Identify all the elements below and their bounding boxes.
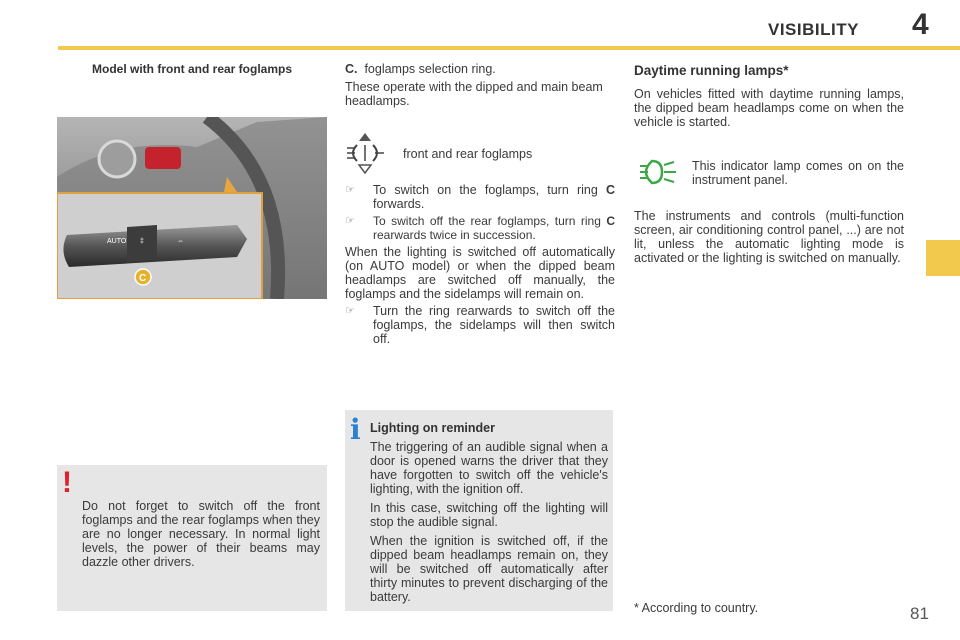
model-heading: Model with front and rear foglamps — [92, 62, 293, 76]
bullet-item — [345, 304, 615, 346]
ring-letter-bold: C — [605, 183, 615, 197]
warning-icon: ! — [62, 466, 72, 499]
warning-text: Do not forget to switch off the front foglamps and the rear foglamps when they are no longer necessary. In normal light levels, the power of their beams may dazzle other drivers. — [82, 499, 320, 569]
chapter-number: 4 — [912, 8, 929, 41]
daytime-running-lamp-icon — [638, 158, 678, 186]
foglamp-icon-label: front and rear foglamps — [403, 147, 533, 161]
info-paragraph-3: When the ignition is switched off, if the dipped beam headlamps remain on, they will be switched off automatically after thirty minutes to prevent discharging of the battery. — [370, 534, 608, 604]
stalk-auto-label: AUTO — [107, 238, 127, 245]
bullet-text: To switch off the rear foglamps, turn ring — [373, 214, 607, 228]
header-rule — [58, 46, 960, 50]
page-number: 81 — [910, 604, 929, 623]
bullet-arrow-icon: ☞ — [345, 305, 355, 317]
auto-paragraph: When the lighting is switched off automatically (on AUTO model) or when the dipped beam headlamps are switched off manually, the foglamps and the sidelamps will remain on. — [345, 245, 615, 301]
instruments-paragraph: The instruments and controls (multi-function screen, air conditioning control panel, ...) are not lit, unless the automatic lighting mode is activated or the lighting is switched on manually. — [634, 209, 904, 265]
indicator-text: This indicator lamp comes on on the instrument panel. — [692, 159, 904, 187]
bullet-text: forwards. — [373, 197, 425, 211]
info-paragraph-1: The triggering of an audible signal when a door is opened warns the driver that they have forgotten to switch off the vehicle's lighting, with the ignition off. — [370, 440, 608, 496]
stalk-illustration — [57, 117, 327, 299]
foglamp-icon — [345, 131, 385, 175]
bullet-item — [345, 183, 615, 211]
bullet-text: To switch on the foglamps, turn ring — [373, 183, 606, 197]
drl-paragraph: On vehicles fitted with daytime running lamps, the dipped beam headlamps come on when the vehicle is started. — [634, 87, 904, 129]
chapter-tab — [926, 240, 960, 276]
info-title: Lighting on reminder — [370, 421, 495, 435]
footnote: * According to country. — [634, 601, 759, 615]
ring-letter-bold: C — [606, 214, 615, 228]
ring-callout-c: C — [139, 273, 147, 284]
dashboard-photo — [57, 117, 327, 299]
bullet-arrow-icon: ☞ — [345, 184, 355, 196]
info-paragraph-2: In this case, switching off the lighting will stop the audible signal. — [370, 501, 608, 529]
bullet-text: Turn the ring rearwards to switch off the foglamps, the sidelamps will then switch off. — [373, 304, 615, 346]
foglamps-intro: These operate with the dipped and main beam headlamps. — [345, 80, 603, 108]
info-icon: i — [350, 413, 361, 446]
ring-description — [345, 62, 615, 76]
stalk-beam-symbol: ⇔ — [177, 238, 184, 245]
bullet-arrow-icon: ☞ — [345, 215, 355, 227]
info-content — [370, 421, 608, 609]
drl-heading: Daytime running lamps* — [634, 63, 789, 78]
ring-letter: C. — [345, 62, 358, 76]
bullet-text: rearwards twice in succession. — [373, 228, 536, 242]
bullet-item — [345, 214, 615, 242]
stalk-foglamp-symbol: ‡ — [140, 238, 144, 245]
bullet-list — [345, 183, 615, 346]
section-title: VISIBILITY — [768, 20, 859, 39]
ring-label: foglamps selection ring. — [364, 62, 496, 76]
